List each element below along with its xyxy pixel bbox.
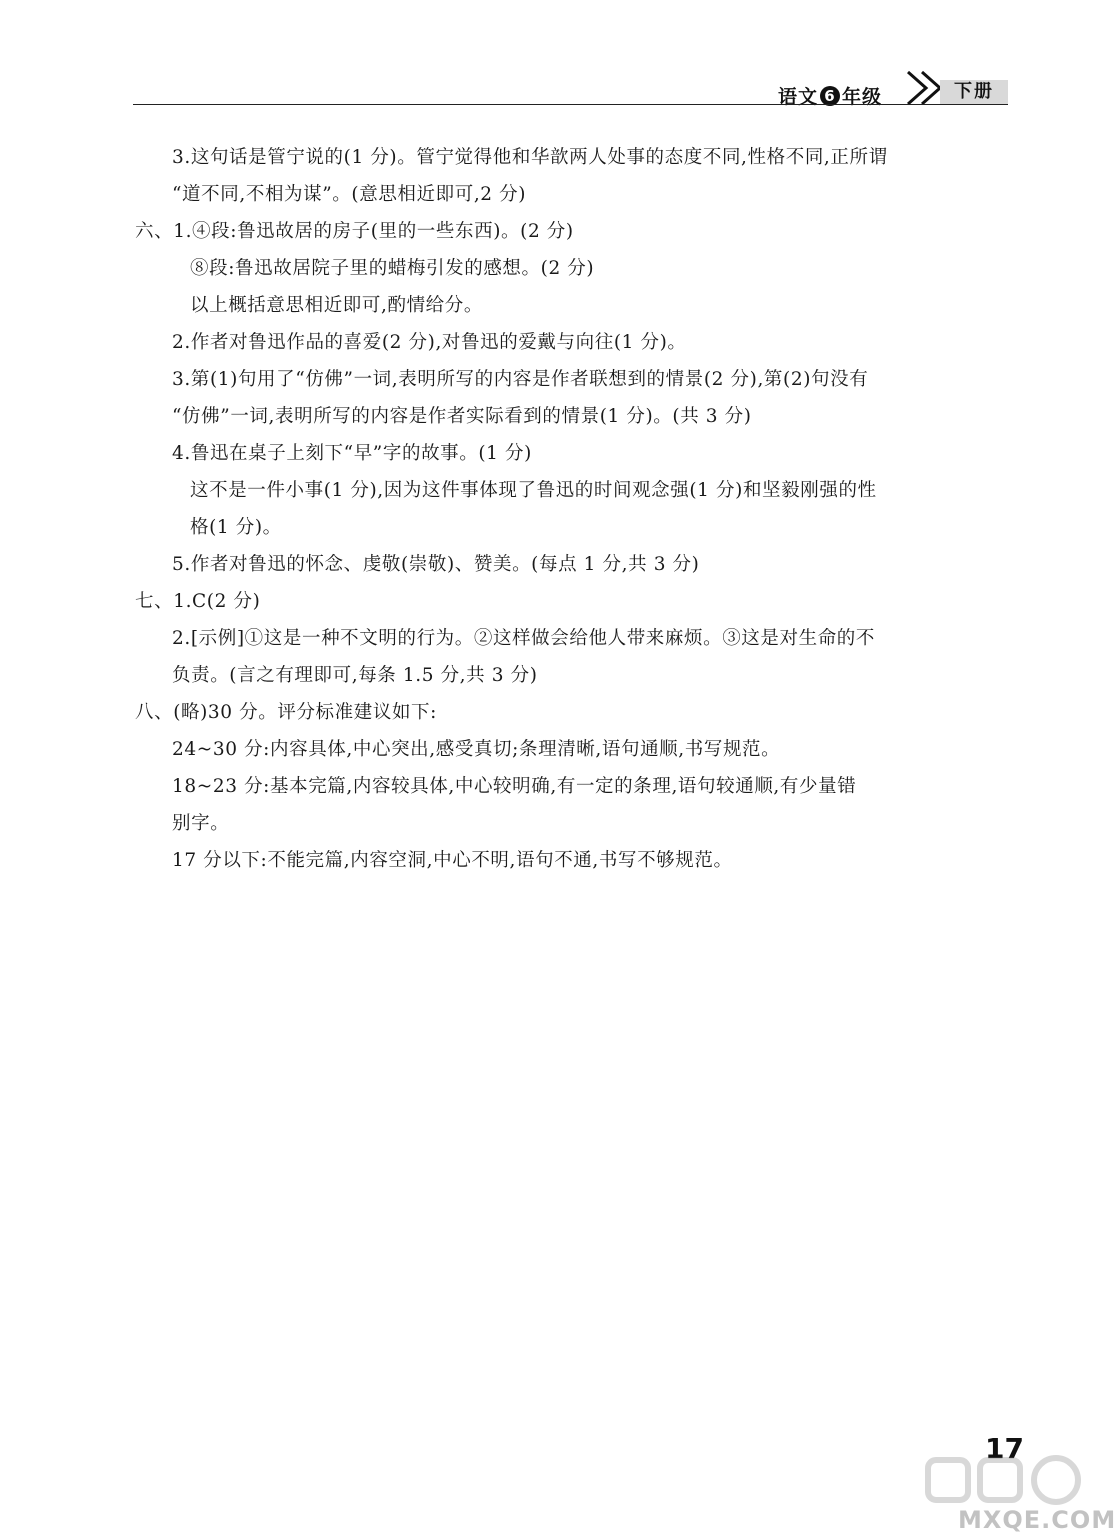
text-line: 这不是一件小事(1 分),因为这件事体现了鲁迅的时间观念强(1 分)和坚毅刚强的性	[190, 480, 877, 501]
watermark-text: MXQE.COM	[958, 1506, 1116, 1534]
page-number: 17	[985, 1432, 1024, 1465]
text-line: 别字。	[172, 813, 230, 834]
section-heading: 六、1.④段:鲁迅故居的房子(里的一些东西)。(2 分)	[135, 221, 574, 242]
header-grade-label: 年级	[842, 86, 883, 108]
text-line: 17 分以下:不能完篇,内容空洞,中心不明,语句不通,书写不够规范。	[172, 850, 733, 871]
text-line: 负责。(言之有理即可,每条 1.5 分,共 3 分)	[172, 665, 538, 686]
text-line: 4.鲁迅在桌子上刻下“早”字的故事。(1 分)	[172, 443, 532, 464]
text-line: 5.作者对鲁迅的怀念、虔敬(崇敬)、赞美。(每点 1 分,共 3 分)	[172, 554, 700, 575]
text-line: 18~23 分:基本完篇,内容较具体,中心较明确,有一定的条理,语句较通顺,有少量错	[172, 776, 857, 797]
section-heading: 八、(略)30 分。评分标准建议如下:	[135, 702, 437, 723]
text-line: 24~30 分:内容具体,中心突出,感受真切;条理清晰,语句通顺,书写规范。	[172, 739, 781, 760]
header-volume-tab: 下册	[940, 80, 1008, 104]
section-heading: 七、1.C(2 分)	[135, 591, 261, 612]
header-rule	[133, 104, 1008, 105]
text-line: 以上概括意思相近即可,酌情给分。	[190, 295, 483, 316]
text-line: 格(1 分)。	[190, 517, 282, 538]
page-header	[0, 0, 1097, 110]
text-line: 2.[示例]①这是一种不文明的行为。②这样做会给他人带来麻烦。③这是对生命的不	[172, 628, 875, 649]
text-line: “道不同,不相为谋”。(意思相近即可,2 分)	[172, 184, 527, 205]
text-line: 3.这句话是管宁说的(1 分)。管宁觉得他和华歆两人处事的态度不同,性格不同,正所谓	[172, 147, 888, 168]
text-line: ⑧段:鲁迅故居院子里的蜡梅引发的感想。(2 分)	[190, 258, 595, 279]
text-line: 2.作者对鲁迅作品的喜爱(2 分),对鲁迅的爱戴与向往(1 分)。	[172, 332, 687, 353]
text-line: 3.第(1)句用了“仿佛”一词,表明所写的内容是作者联想到的情景(2 分),第(2)句没有	[172, 369, 869, 390]
grade-number-badge: 6	[820, 86, 840, 106]
text-line: “仿佛”一词,表明所写的内容是作者实际看到的情景(1 分)。(共 3 分)	[172, 406, 752, 427]
header-subject: 语文	[778, 86, 819, 108]
